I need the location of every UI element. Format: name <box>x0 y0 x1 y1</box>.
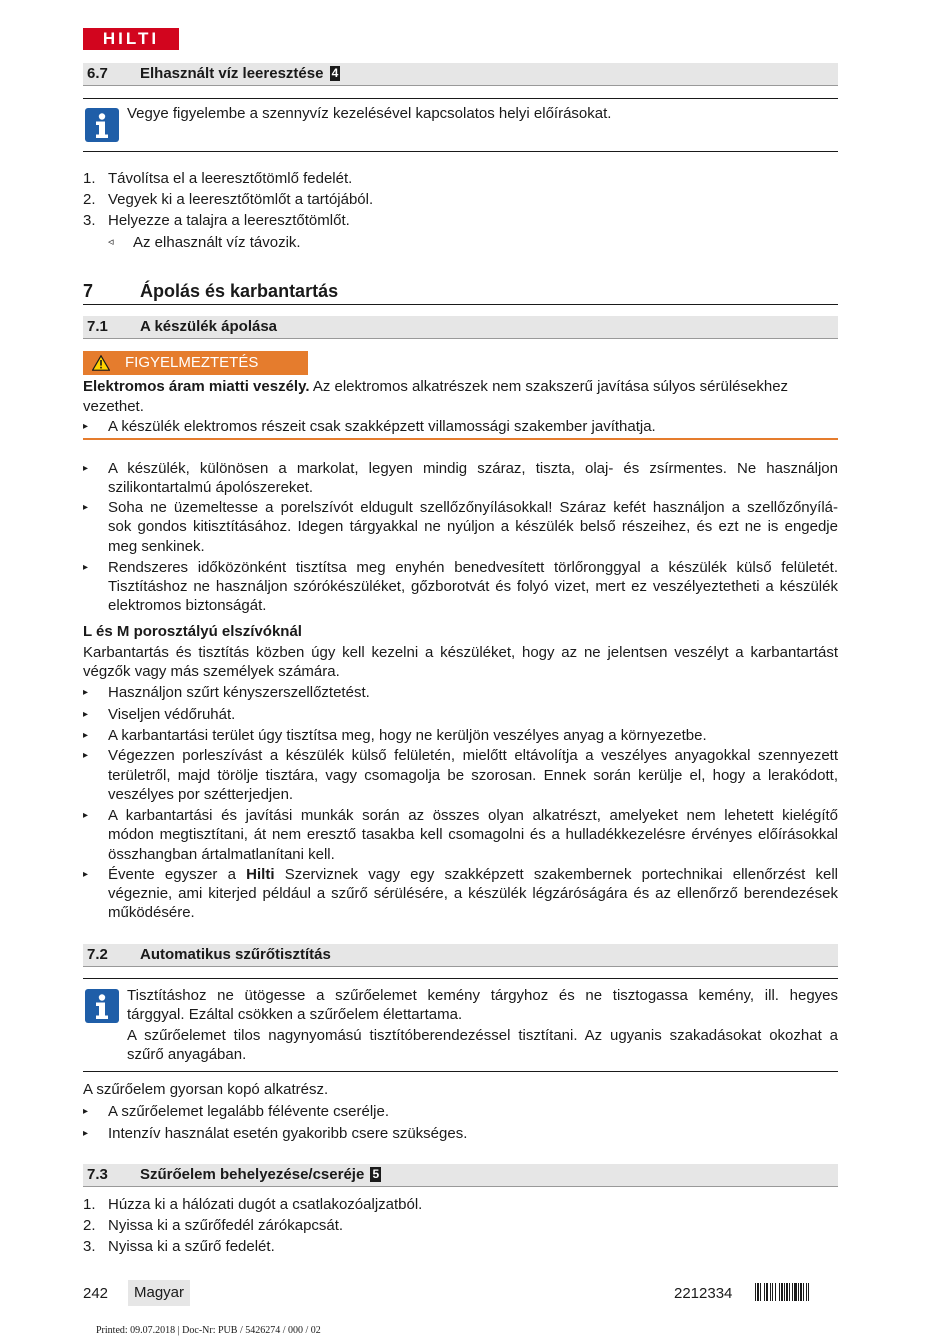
note-text: Tisztításhoz ne ütögesse a szűrőelemet kemény tárgyhoz és ne tisztogassa kemény, ill. hegyes <box>127 987 838 1004</box>
bullet-icon: ▸ <box>83 709 89 720</box>
chapter-heading-7 <box>83 280 838 305</box>
step-text: Vegyek ki a leeresztőtömlőt a tartójából. <box>108 191 374 208</box>
bullet-text: szilikontartalmú ápolószereket. <box>108 479 314 496</box>
note-text: A szűrőelemet tilos nagynyomású tisztítóberendezéssel tisztítani. Az ugyanis szakadásokat okozhat a <box>127 1027 838 1044</box>
bullet-icon: ▸ <box>83 869 89 880</box>
bullet-text: összhangban ártalmatlanítani kell. <box>108 846 335 863</box>
logo-text: HILTI <box>102 29 160 48</box>
bullet-text: működésére. <box>108 904 195 921</box>
section-title <box>140 63 340 85</box>
bullet-icon: ▸ <box>83 810 89 821</box>
bullet-text: A készülék elektromos részeit csak szakképzett villamossági szakember javíthatja. <box>108 418 656 435</box>
bullet-icon: ▸ <box>83 1128 89 1139</box>
bullet-text: Végezzen porleszívást a készülék külső felületén, mielőtt eltávolítja a veszélyes anyagokkal szennyezett <box>108 747 838 764</box>
section-heading-6-7 <box>83 63 838 86</box>
step-text: Helyezze a talajra a leeresztőtömlőt. <box>108 212 350 229</box>
bullet-text: A szűrőelemet legalább félévente cserélje. <box>108 1103 390 1120</box>
step-text: Nyissa ki a szűrő fedelét. <box>108 1238 275 1255</box>
section-title <box>140 1164 381 1186</box>
section-title-text: Elhasznált víz leeresztése <box>140 65 324 82</box>
hilti-logo <box>83 28 179 50</box>
bullet-text: elektromos biztonságát. <box>108 597 267 614</box>
warning-text: Az elektromos alkatrészek nem szakszerű javítása súlyos sérülésekhez <box>309 378 789 395</box>
paragraph-line: A szűrőelem gyorsan kopó alkatrész. <box>83 1081 329 1098</box>
bullet-text: Soha ne üzemeltesse a porelszívót eldugult szellőzőnyílásokkal! Száraz kefét használjon a szellőzőnyílá- <box>108 499 838 516</box>
chapter-title: Ápolás és karbantartás <box>140 281 339 301</box>
note-text: szűrő anyagában. <box>127 1046 247 1063</box>
language-label: Magyar <box>128 1280 190 1306</box>
warning-bold-text: Elektromos áram miatti veszély. <box>83 378 310 395</box>
bullet-text: A karbantartási és javítási munkák során az összes olyan alkatrészt, amelyeket nem lehetett kielégítő <box>108 807 838 824</box>
bullet-text: meg senkinek. <box>108 538 205 555</box>
step-number: 3. <box>83 212 96 229</box>
info-icon <box>85 989 119 1023</box>
figure-reference: 4 <box>331 66 339 80</box>
step-text: Nyissa ki a szűrőfedél zárókapcsát. <box>108 1217 344 1234</box>
note-text: Vegye figyelembe a szennyvíz kezelésével kapcsolatos helyi előírásokat. <box>127 105 612 122</box>
bullet-text: Használjon szűrt kényszerszellőztetést. <box>108 684 370 701</box>
section-heading-7-1 <box>83 316 838 339</box>
bullet-icon: ▸ <box>83 750 89 761</box>
bullet-text: Rendszeres időközönként tisztítsa meg enyhén benedvesített törlőronggyal a készülék külső felületét. <box>108 559 838 576</box>
document-id: 2212334 <box>674 1285 733 1302</box>
step-number: 3. <box>83 1238 96 1255</box>
subheading: L és M porosztályú elszívóknál <box>83 623 302 640</box>
page-number: 242 <box>83 1285 109 1302</box>
bullet-icon: ▸ <box>83 562 89 573</box>
barcode-stripe <box>809 1283 811 1301</box>
bullet-text: módon megtisztítani, át nem eresztő tasakba kell csomagolni és a hulladékkezelésre érvényes előírásokkal <box>108 826 838 843</box>
bullet-text: területről, majd törölje tisztára, vagy csomagolja be szorosan. Ennek során kerülje el, hogy a lerakódott, <box>108 767 838 784</box>
bullet-icon: ▸ <box>83 1106 89 1117</box>
warning-rule <box>83 438 838 440</box>
step-number: 1. <box>83 1196 96 1213</box>
result-arrow-icon: ◃ <box>108 236 114 248</box>
result-text: Az elhasznált víz távozik. <box>133 234 301 251</box>
step-text: Húzza ki a hálózati dugót a csatlakozóaljzatból. <box>108 1196 423 1213</box>
print-info: Printed: 09.07.2018 | Doc-Nr: PUB / 5426274 / 000 / 02 <box>96 1325 321 1336</box>
brand-name: Hilti <box>246 866 275 883</box>
warning-label <box>83 351 308 375</box>
bullet-text: A készülék, különösen a markolat, legyen mindig száraz, tiszta, olaj- és zsírmentes. Ne használjon <box>108 460 838 477</box>
bullet-text-part: Évente egyszer a <box>108 866 247 883</box>
warning-label-text: FIGYELMEZTETÉS <box>125 354 259 371</box>
warning-triangle-icon <box>92 355 110 371</box>
section-title: Automatikus szűrőtisztítás <box>140 946 331 963</box>
info-icon <box>85 108 119 142</box>
info-note <box>83 98 838 152</box>
bullet-icon: ▸ <box>83 687 89 698</box>
barcode <box>755 1283 838 1301</box>
section-title-text: Szűrőelem behelyezése/cseréje <box>140 1166 365 1183</box>
bullet-text: Tisztításhoz ne használjon szórókészüléket, gőzborotvát és folyó vizet, mert ez veszélyeztetheti a készülék <box>108 578 838 595</box>
step-number: 1. <box>83 170 96 187</box>
bullet-text: Intenzív használat esetén gyakoribb csere szükséges. <box>108 1125 468 1142</box>
bullet-text: sok gondos kitisztításához. Idegen tárgyakkal ne nyúljon a készülék belső részeihez, és ezt ne is engedje <box>108 518 838 535</box>
bullet-icon: ▸ <box>83 463 89 474</box>
info-note <box>83 978 838 1072</box>
bullet-text <box>108 865 838 885</box>
bullet-text: veszélyes por szétterjedjen. <box>108 786 294 803</box>
chapter-number: 7 <box>83 281 94 301</box>
step-text: Távolítsa el a leeresztőtömlő fedelét. <box>108 170 353 187</box>
note-text: tárggyal. Ezáltal csökken a szűrőelem élettartama. <box>127 1006 463 1023</box>
paragraph-line: végzők vagy más személyek számára. <box>83 663 340 680</box>
bullet-icon: ▸ <box>83 730 89 741</box>
bullet-icon: ▸ <box>83 502 89 513</box>
paragraph-line: Karbantartás és tisztítás közben úgy kell kezelni a készüléket, hogy az ne jelentsen veszélyt a karbantartást <box>83 644 838 661</box>
bullet-text: A karbantartási terület úgy tisztítsa meg, hogy ne kerüljön veszélyes anyag a környezetbe. <box>108 727 707 744</box>
section-title: A készülék ápolása <box>140 318 278 335</box>
step-number: 2. <box>83 1217 96 1234</box>
step-number: 2. <box>83 191 96 208</box>
section-heading-7-2 <box>83 944 838 967</box>
bullet-icon: ▸ <box>83 421 89 432</box>
bullet-text: végeznie, ami kiterjed például a szűrő sérülésére, a készülék légzáróságára és az ellenőrző berendezések <box>108 885 838 902</box>
section-number: 6.7 <box>87 65 108 82</box>
section-number: 7.3 <box>87 1166 108 1183</box>
warning-text-line <box>83 377 838 397</box>
bullet-text-part: Szerviznek vagy egy szakképzett szakembernek portechnikai ellenőrzést kell <box>274 866 838 883</box>
section-heading-7-3 <box>83 1164 838 1187</box>
bullet-text: Viseljen védőruhát. <box>108 706 236 723</box>
figure-reference: 5 <box>372 1167 380 1181</box>
section-number: 7.2 <box>87 946 108 963</box>
warning-text-line: vezethet. <box>83 398 144 415</box>
section-number: 7.1 <box>87 318 108 335</box>
